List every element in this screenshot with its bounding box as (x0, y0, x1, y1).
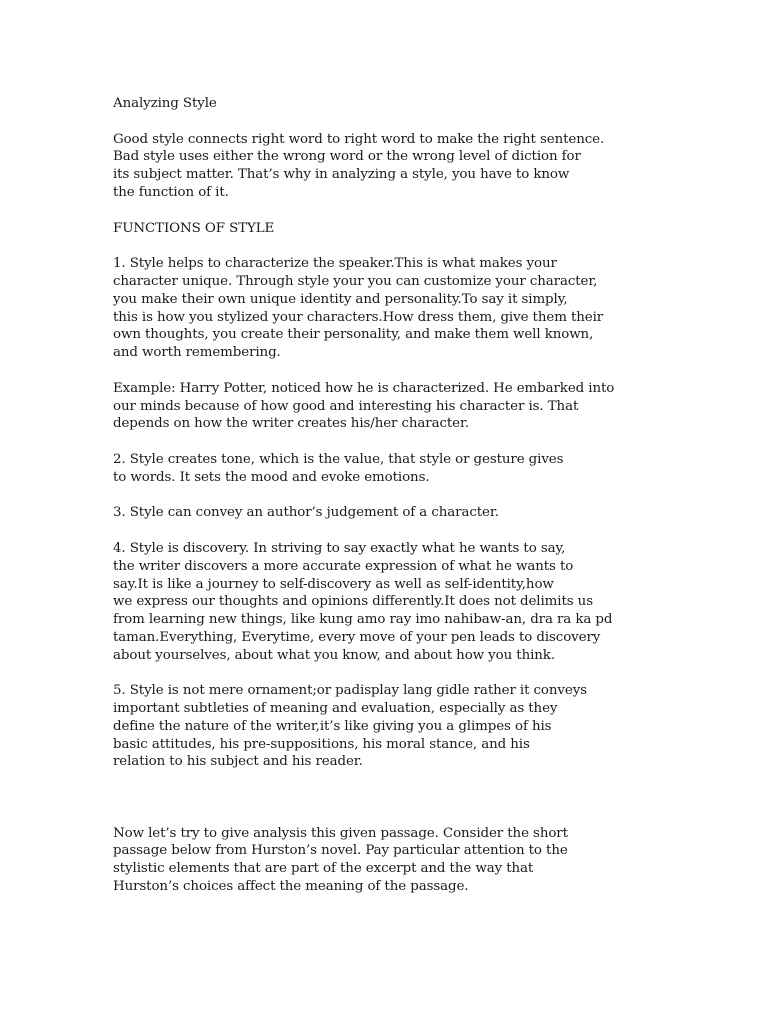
section-heading: FUNCTIONS OF STYLE (113, 220, 275, 236)
example-paragraph: Example: Harry Potter, noticed how he is characterized. He embarked into our minds because of how good and interesting his character is. That depends on how the writer creates his/her character. (113, 380, 615, 432)
function-item-3: 3. Style can convey an author’s judgement of a character. (113, 505, 499, 521)
function-item-2: 2. Style creates tone, which is the value, that style or gesture gives to words. It sets the mood and evoke emotions. (113, 451, 564, 485)
document-title: Analyzing Style (113, 96, 217, 111)
intro-paragraph: Good style connects right word to right word to make the right sentence. Bad style uses either the wrong word or the wrong level of diction for its subject matter. That’s why in analyzing a style, you have to know the function of it. (113, 131, 605, 200)
blank-space (113, 789, 673, 825)
function-item-5: 5. Style is not mere ornament;or padisplay lang gidle rather it conveys important subtleties of meaning and evaluation, especially as they define the nature of the writer,it’s like giving you a glimpes of his basic attitudes, his pre-suppositions, his moral stance, and his relation to his subject and his reader. (113, 683, 587, 770)
function-item-1: 1. Style helps to characterize the speaker.This is what makes your character unique. Through style your you can customize your character, you make their own unique identity and personality.To say it simply, this is how you stylized your characters.How dress them, give them their own thoughts, you create their personality, and make them well known, and worth remembering. (113, 256, 604, 361)
document-page (113, 95, 673, 914)
function-item-4: 4. Style is discovery. In striving to say exactly what he wants to say, the writer discovers a more accurate expression of what he wants to say.It is like a journey to self-discovery as well as self-identity,how we express our thoughts and opinions differently.It does not delimits us from learning new things, like kung amo ray imo nahibaw-an, dra ra ka pd taman.Everything, Everytime, every move of your pen leads to discovery about yourselves, about what you know, and about how you think. (113, 540, 613, 663)
closing-paragraph: Now let’s try to give analysis this given passage. Consider the short passage below from Hurston’s novel. Pay particular attention to the stylistic elements that are part of the excerpt and the way that Hurston’s choices affect the meaning of the passage. (113, 825, 568, 895)
